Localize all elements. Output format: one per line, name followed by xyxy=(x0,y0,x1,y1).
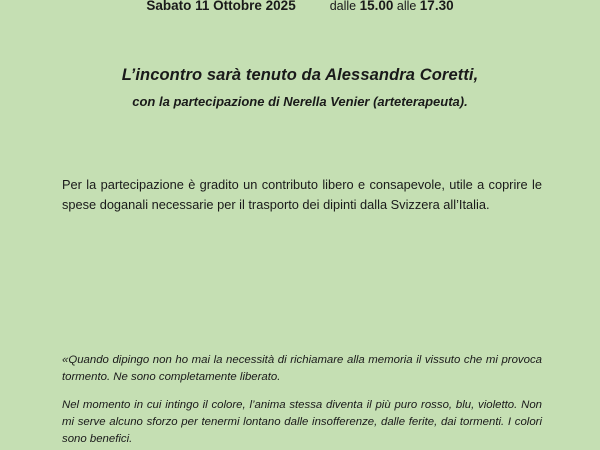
time-end: 17.30 xyxy=(419,0,454,13)
presenter-participation: con la partecipazione di Nerella Venier (arteterapeuta). xyxy=(132,94,468,109)
event-date: Sabato 11 Ottobre 2025 xyxy=(146,0,296,13)
event-time xyxy=(330,0,454,13)
time-start: 15.00 xyxy=(359,0,394,13)
quote-block xyxy=(62,352,542,449)
time-prefix: dalle xyxy=(329,0,360,13)
presenter-block xyxy=(0,66,600,109)
presenter-lead: L’incontro sarà tenuto da Alessandra Coretti, xyxy=(121,66,479,84)
time-middle: alle xyxy=(393,0,420,13)
quote-paragraph-1: «Quando dipingo non ho mai la necessità di richiamare alla memoria il vissuto che mi provoca tormento. Ne sono completamente liberato. xyxy=(62,354,542,384)
event-date-time-bar xyxy=(0,0,600,13)
quote-paragraph-2: Nel momento in cui intingo il colore, l’anima stessa diventa il più puro rosso, blu, violetto. Non mi serve alcuno sforzo per tenermi lontano dalle insofferenze, dalle ferite, dai tormenti. I colori sono benefici. xyxy=(62,399,542,446)
contribution-paragraph: Per la partecipazione è gradito un contributo libero e consapevole, utile a coprire le spese doganali necessarie per il trasporto dei dipinti dalla Svizzera all’Italia. xyxy=(62,177,542,212)
